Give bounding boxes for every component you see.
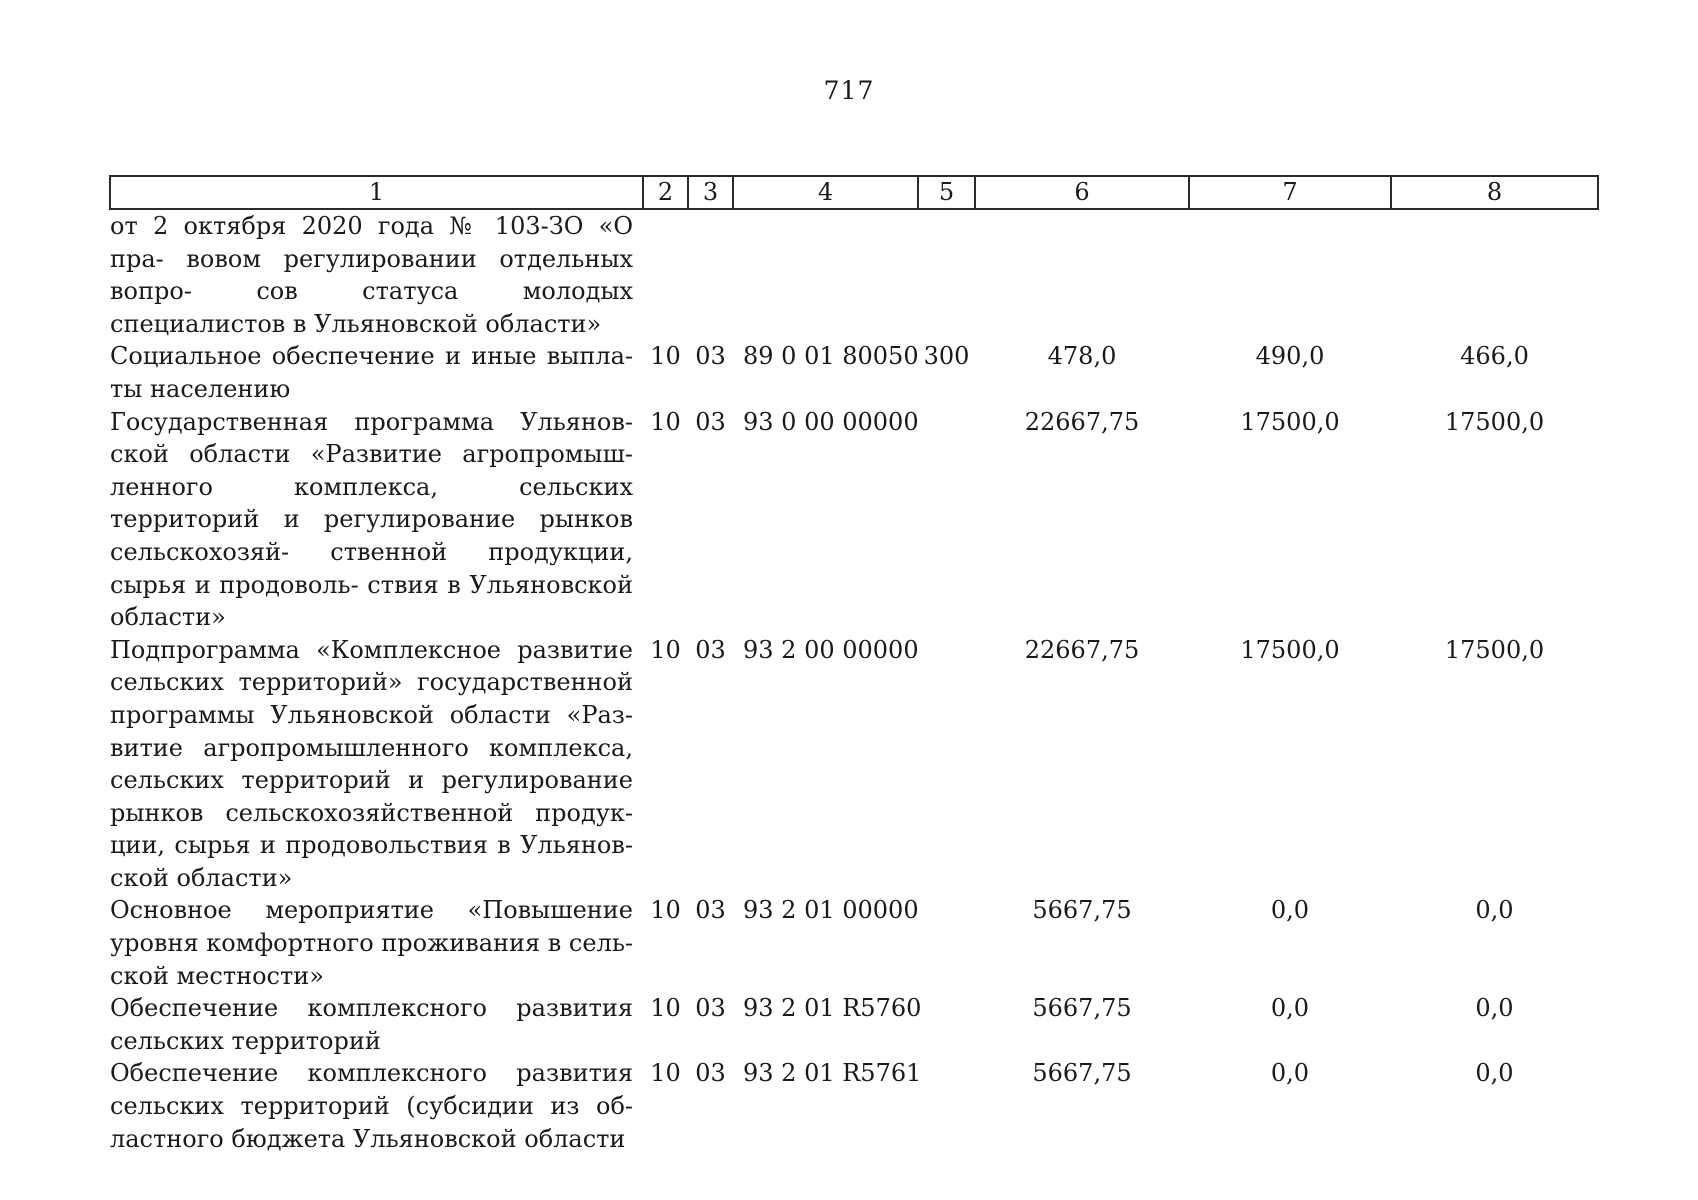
expense-type-cell [918, 1057, 975, 1155]
table-row [110, 406, 1598, 634]
subsection-code-cell: 03 [695, 896, 726, 925]
column-header: 2 [643, 176, 688, 209]
amount-col7-cell: 0,0 [1270, 994, 1310, 1023]
item-name-cell [110, 209, 643, 340]
amount-col8-cell: 0,0 [1475, 896, 1514, 925]
item-name-line: сельских территорий и регулирование [110, 766, 633, 795]
item-name-line: ской области» [110, 863, 293, 892]
column-header: 6 [975, 176, 1189, 209]
item-name-line: Подпрограмма «Комплексное развитие [110, 635, 633, 664]
item-name-line: ственной продукции, сырья и продоволь- [110, 537, 633, 599]
table-row [110, 992, 1598, 1057]
item-name-line: сельских территорий (субсидии из об- [110, 1092, 633, 1121]
column-header: 1 [110, 176, 643, 209]
item-name-cell [110, 634, 643, 895]
target-article-cell [733, 209, 918, 340]
amount-col7-cell: 17500,0 [1240, 407, 1340, 436]
section-code-cell: 10 [650, 896, 681, 925]
amount-col8-cell: 0,0 [1475, 1059, 1514, 1088]
expense-type-cell [918, 894, 975, 992]
subsection-code-cell [688, 209, 733, 340]
amount-col8-cell: 0,0 [1475, 994, 1514, 1023]
item-name-line: Обеспечение комплексного развития [110, 1059, 633, 1088]
item-name-line: ленного комплекса, сельских территорий [110, 472, 633, 534]
amount-col7-cell: 0,0 [1270, 1059, 1310, 1088]
item-name-line: программы Ульяновской области «Раз- [110, 700, 633, 729]
section-code-cell: 10 [650, 407, 681, 436]
target-article-cell: 93 0 00 00000 [743, 407, 919, 436]
item-name-cell [110, 894, 643, 992]
item-name-line: рынков сельскохозяйственной продук- [110, 798, 633, 827]
section-code-cell: 10 [650, 994, 681, 1023]
amount-col6-cell: 5667,75 [1032, 994, 1132, 1023]
section-code-cell: 10 [650, 635, 681, 664]
section-code-cell: 10 [650, 342, 681, 371]
header-row [110, 176, 1598, 209]
item-name-line: витие агропромышленного комплекса, [110, 733, 633, 762]
item-name-line: ты населению [110, 374, 291, 403]
subsection-code-cell: 03 [695, 342, 726, 371]
item-name-line: Ульяновской области» [314, 309, 602, 338]
table-row [110, 894, 1598, 992]
amount-col6-cell: 478,0 [1047, 342, 1117, 371]
item-name-cell [110, 992, 643, 1057]
item-name-cell [110, 406, 643, 634]
amount-col7-cell: 490,0 [1255, 342, 1325, 371]
item-name-line: Государственная программа Ульянов- [110, 407, 633, 436]
item-name-line: и регулирование рынков сельскохозяй- [110, 505, 633, 566]
item-name-line: Социальное обеспечение и иные выпла- [110, 342, 633, 371]
item-name-cell [110, 340, 643, 405]
target-article-cell: 89 0 01 80050 [743, 342, 919, 371]
amount-col8-cell [1391, 209, 1598, 340]
column-header: 3 [688, 176, 733, 209]
item-name-line: ции, сырья и продовольствия в Ульянов- [110, 831, 633, 860]
column-header: 5 [918, 176, 975, 209]
expense-type-cell: 300 [923, 342, 970, 371]
target-article-cell: 93 2 01 R5760 [743, 994, 922, 1023]
table-row [110, 209, 1598, 340]
expense-type-cell [918, 209, 975, 340]
target-article-cell: 93 2 01 R5761 [743, 1059, 922, 1088]
page-number: 717 [823, 76, 875, 105]
item-name-line: уровня комфортного проживания в сель- [110, 929, 633, 958]
table-row [110, 340, 1598, 405]
section-code-cell: 10 [650, 1059, 681, 1088]
table-row [110, 634, 1598, 895]
amount-col6-cell: 5667,75 [1032, 896, 1132, 925]
budget-table [109, 175, 1599, 1155]
amount-col8-cell: 17500,0 [1444, 407, 1545, 436]
item-name-line: Основное мероприятие «Повышение [110, 896, 633, 925]
item-name-line: сов статуса молодых специалистов в [110, 277, 633, 338]
table-row [110, 1057, 1598, 1155]
subsection-code-cell: 03 [695, 635, 726, 664]
amount-col6-cell: 22667,75 [1024, 407, 1140, 436]
item-name-line: вовом регулировании отдельных вопро- [110, 244, 633, 306]
subsection-code-cell: 03 [695, 1059, 726, 1088]
section-code-cell [643, 209, 688, 340]
table-body [110, 209, 1598, 1155]
item-name-line: сельских территорий» государственной [110, 668, 633, 697]
item-name-line: от 2 октября 2020 года № 103-ЗО «О пра- [110, 212, 633, 273]
item-name-line: Обеспечение комплексного развития [110, 994, 633, 1023]
amount-col8-cell: 466,0 [1460, 342, 1529, 371]
item-name-line: ствия в Ульяновской области» [110, 570, 633, 632]
amount-col6-cell [975, 209, 1189, 340]
target-article-cell: 93 2 00 00000 [743, 635, 919, 664]
amount-col7-cell: 17500,0 [1240, 635, 1340, 664]
column-header: 4 [733, 176, 918, 209]
subsection-code-cell: 03 [695, 994, 726, 1023]
item-name-line: ской области «Развитие агропромыш- [110, 440, 633, 469]
amount-col6-cell: 22667,75 [1024, 635, 1140, 664]
item-name-line: сельских территорий [110, 1026, 381, 1055]
target-article-cell: 93 2 01 00000 [743, 896, 919, 925]
amount-col7-cell [1189, 209, 1391, 340]
item-name-line: ластного бюджета Ульяновской области [110, 1124, 626, 1153]
item-name-cell [110, 1057, 643, 1155]
expense-type-cell [918, 992, 975, 1057]
column-header: 8 [1391, 176, 1598, 209]
amount-col8-cell: 17500,0 [1444, 635, 1545, 664]
subsection-code-cell: 03 [695, 407, 726, 436]
item-name-line: ской местности» [110, 961, 324, 990]
column-header: 7 [1189, 176, 1391, 209]
amount-col6-cell: 5667,75 [1032, 1059, 1132, 1088]
expense-type-cell [918, 406, 975, 634]
amount-col7-cell: 0,0 [1270, 896, 1310, 925]
expense-type-cell [918, 634, 975, 895]
